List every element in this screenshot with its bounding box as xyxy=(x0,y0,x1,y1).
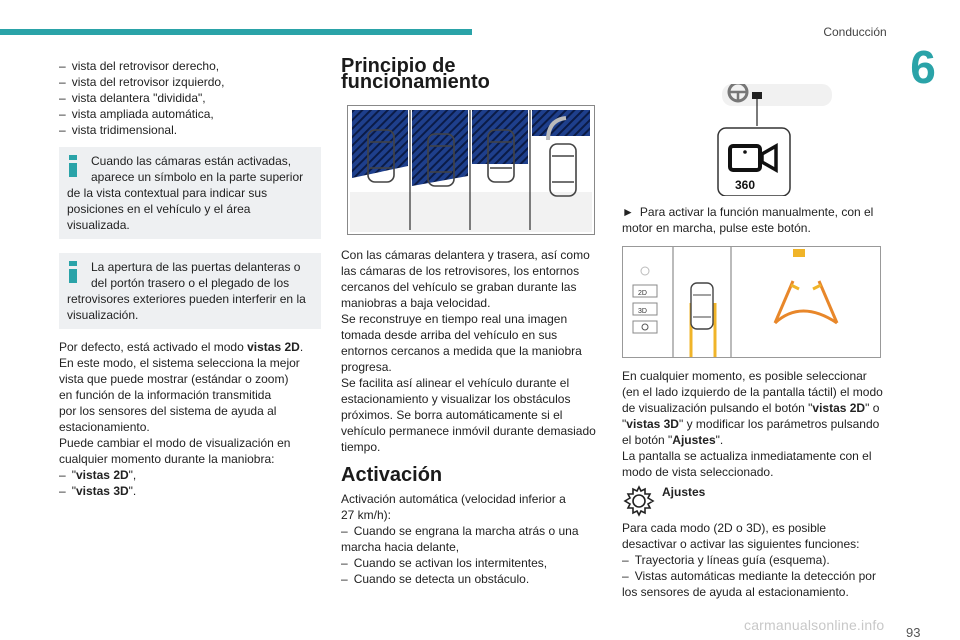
parking-slot-3 xyxy=(472,110,528,192)
button-2d[interactable]: 2D xyxy=(638,290,647,297)
list-item: – vista del retrovisor izquierdo, xyxy=(59,75,225,89)
list-item: – Trayectoria y líneas guía (esquema). xyxy=(622,553,830,567)
mode-selection-paragraph: En cualquier momento, es posible seleccionar (en el lado izquierdo de la pantalla táctil) el modo de visualización pulsando el botón "vistas 2D" o "vistas 3D" y modificar los parámetros pulsando el botón "Ajustes". La pantalla se actualiza inmediatamente con el modo de vista seleccionado. xyxy=(622,369,883,479)
camera-360-label[interactable]: 360 xyxy=(735,178,756,192)
info-note: La apertura de las puertas delanteras o del portón trasero o el plegado de los retrovisores exteriores pueden interferir en la visualización. xyxy=(59,253,321,329)
settings-title: Ajustes xyxy=(662,485,706,499)
list-item: – vista ampliada automática, xyxy=(59,107,214,121)
page-number: 93 xyxy=(906,625,921,640)
arrow-icon: ► xyxy=(622,205,634,219)
list-item: – Cuando se engrana la marcha atrás o una xyxy=(341,524,579,538)
touchscreen-illustration xyxy=(622,246,881,358)
settings-title-row xyxy=(622,484,884,518)
default-mode-paragraph: Por defecto, está activado el modo vistas 2D. En este modo, el sistema selecciona la mejor vista que puede mostrar (estándar o zoom) en función de la información transmitida por los sensores del sistema de ayuda al estacionamiento. Puede cambiar el modo de visualización en cualquier momento durante la maniobra: – "vistas 2D", – "vistas 3D". xyxy=(59,339,321,499)
parking-illustration xyxy=(347,105,595,235)
list-item: – vista delantera "dividida", xyxy=(59,91,206,105)
parking-slot-2 xyxy=(412,110,468,192)
settings-paragraph: Para cada modo (2D o 3D), es posible desactivar o activar las siguientes funciones: – Trayectoria y líneas guía (esquema). – Vistas automáticas mediante la detección por los sensores de ayuda al estacionamiento. xyxy=(622,520,884,600)
info-icon xyxy=(67,155,79,177)
column-2 xyxy=(341,55,603,587)
gear-icon xyxy=(622,484,656,518)
principle-paragraph: Con las cámaras delantera y trasera, así como las cámaras de los retrovisores, los entornos cercanos del vehículo se graban durante las maniobras a baja velocidad. Se reconstruye en tiempo real una imagen tomada desde arriba del vehículo en sus entornos cercanos a medida que la maniobra progresa. Se facilita así alinear el vehículo durante el estacionamiento y visualizar los obstáculos próximos. Se borra automáticamente si el vehículo permanece inmóvil durante demasiado tiempo. xyxy=(341,248,596,454)
section-heading: Activación xyxy=(341,464,443,486)
parking-slot-1 xyxy=(352,110,408,192)
list-item: – "vistas 2D", xyxy=(59,468,137,482)
info-note: Cuando las cámaras están activadas, aparece un símbolo en la parte superior de la vista contextual para indicar sus posiciones en el vehículo y el área visualizada. xyxy=(59,147,321,239)
guide-lines-illustration xyxy=(775,281,837,323)
info-icon xyxy=(67,261,79,283)
header-accent-bar xyxy=(0,29,472,35)
list-item: – Vistas automáticas mediante la detección por xyxy=(622,569,876,583)
column-1 xyxy=(59,58,321,499)
parking-slot-4 xyxy=(532,110,590,192)
section-heading: Principio de funcionamiento xyxy=(341,55,490,93)
section-title: Conducción xyxy=(823,25,887,39)
camera-button-illustration xyxy=(678,84,838,194)
activation-paragraph: Activación automática (velocidad inferior a 27 km/h): – Cuando se engrana la marcha atrás o una marcha hacia delante, – Cuando se activan los intermitentes, – Cuando se detecta un obstáculo. xyxy=(341,491,603,587)
column-3 xyxy=(622,84,884,600)
list-item: – Cuando se activan los intermitentes, xyxy=(341,556,548,570)
button-3d[interactable]: 3D xyxy=(638,308,647,315)
list-item: – "vistas 3D". xyxy=(59,484,137,498)
list-item: – Cuando se detecta un obstáculo. xyxy=(341,572,530,586)
instruction-paragraph: ► Para activar la función manualmente, con el motor en marcha, pulse este botón. xyxy=(622,205,874,235)
list-item: – vista del retrovisor derecho, xyxy=(59,59,220,73)
list-item: – vista tridimensional. xyxy=(59,123,178,137)
watermark: carmanualsonline.info xyxy=(744,617,885,633)
chapter-number: 6 xyxy=(910,41,936,93)
